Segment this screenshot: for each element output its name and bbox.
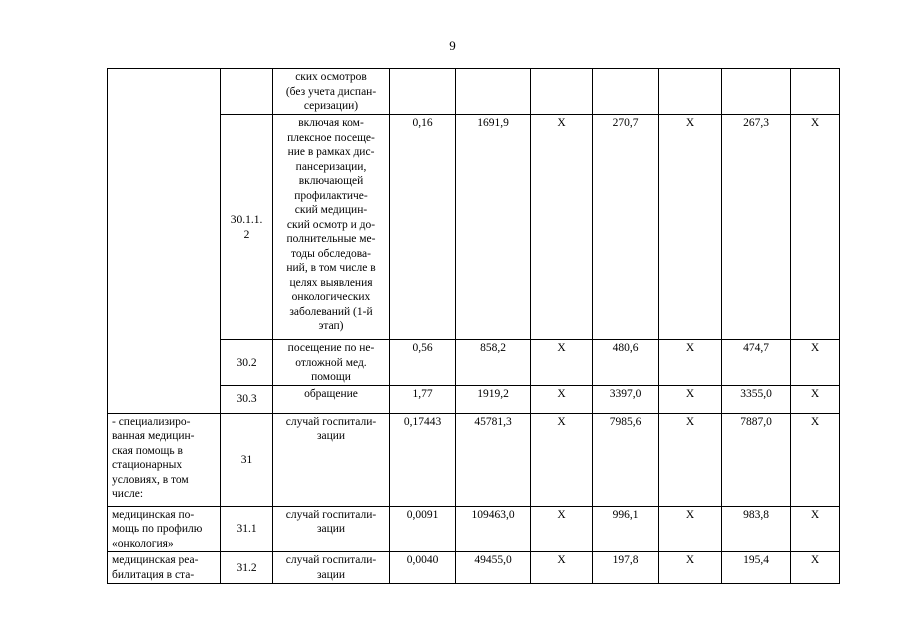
value-cell [531, 69, 593, 115]
value-cell: Х [791, 115, 840, 340]
code-cell: 31 [221, 413, 273, 506]
unit-cell: включая ком- плексное посеще- ние в рамках дис- пансеризации, включающей профилактиче- ский медицин- ский осмотр и до- полнительные ме- тоды обследова- ний, в том числе в целях выявления онкологических заболеваний (1-й этап) [273, 115, 390, 340]
unit-cell: посещение по не- отложной мед. помощи [273, 340, 390, 386]
value-cell: 996,1 [593, 506, 659, 552]
value-cell: 0,56 [390, 340, 456, 386]
value-cell: 49455,0 [456, 552, 531, 584]
value-cell: Х [531, 115, 593, 340]
value-cell: Х [531, 506, 593, 552]
value-cell: 195,4 [722, 552, 791, 584]
value-cell: 1691,9 [456, 115, 531, 340]
value-cell: 1,77 [390, 385, 456, 413]
value-cell: Х [531, 552, 593, 584]
unit-cell: случай госпитали- зации [273, 413, 390, 506]
value-cell: 197,8 [593, 552, 659, 584]
value-cell [791, 69, 840, 115]
value-cell: 0,0091 [390, 506, 456, 552]
value-cell: Х [791, 552, 840, 584]
code-cell: 30.3 [221, 385, 273, 413]
value-cell: 0,17443 [390, 413, 456, 506]
value-cell: 3397,0 [593, 385, 659, 413]
value-cell [593, 69, 659, 115]
value-cell: Х [531, 385, 593, 413]
table-row [108, 552, 840, 584]
category-cell: медицинская по- мощь по профилю «онкология» [108, 506, 221, 552]
category-cell: - специализиро- ванная медицин- ская помощь в стационарных условиях, в том числе: [108, 413, 221, 506]
code-cell: 31.2 [221, 552, 273, 584]
value-cell: 7985,6 [593, 413, 659, 506]
value-cell [659, 69, 722, 115]
unit-cell: ских осмотров (без учета диспан- серизации) [273, 69, 390, 115]
value-cell: 45781,3 [456, 413, 531, 506]
unit-cell: случай госпитали- зации [273, 552, 390, 584]
category-cell: медицинская реа- билитация в ста- [108, 552, 221, 584]
code-cell [221, 69, 273, 115]
value-cell: 270,7 [593, 115, 659, 340]
unit-cell: случай госпитали- зации [273, 506, 390, 552]
value-cell: 474,7 [722, 340, 791, 386]
value-cell [722, 69, 791, 115]
value-cell: 0,16 [390, 115, 456, 340]
value-cell: 480,6 [593, 340, 659, 386]
unit-cell: обращение [273, 385, 390, 413]
page-number: 9 [449, 38, 456, 53]
value-cell [456, 69, 531, 115]
table-row [108, 69, 840, 115]
value-cell: Х [531, 340, 593, 386]
value-cell [390, 69, 456, 115]
table-row [108, 413, 840, 506]
value-cell: Х [791, 413, 840, 506]
value-cell: 267,3 [722, 115, 791, 340]
value-cell: Х [531, 413, 593, 506]
value-cell: Х [659, 413, 722, 506]
value-cell: Х [659, 340, 722, 386]
value-cell: 7887,0 [722, 413, 791, 506]
value-cell: 109463,0 [456, 506, 531, 552]
financial-norms-table [107, 68, 840, 584]
value-cell: Х [659, 552, 722, 584]
value-cell: 0,0040 [390, 552, 456, 584]
code-cell: 31.1 [221, 506, 273, 552]
value-cell: Х [791, 340, 840, 386]
value-cell: Х [791, 506, 840, 552]
value-cell: 3355,0 [722, 385, 791, 413]
value-cell: 858,2 [456, 340, 531, 386]
value-cell: Х [659, 385, 722, 413]
table-row [108, 506, 840, 552]
category-cell [108, 69, 221, 414]
value-cell: Х [791, 385, 840, 413]
value-cell: 1919,2 [456, 385, 531, 413]
code-cell: 30.1.1. 2 [221, 115, 273, 340]
value-cell: 983,8 [722, 506, 791, 552]
code-cell: 30.2 [221, 340, 273, 386]
value-cell: Х [659, 115, 722, 340]
value-cell: Х [659, 506, 722, 552]
